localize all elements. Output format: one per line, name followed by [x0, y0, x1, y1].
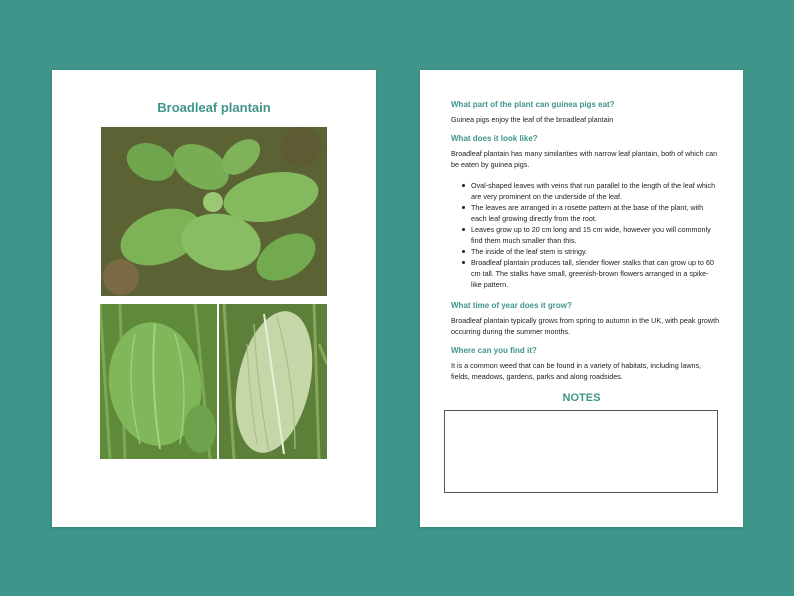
notes-box[interactable] [444, 410, 718, 493]
section-heading-habitat: Where can you find it? [451, 346, 537, 355]
page-title: Broadleaf plantain [157, 100, 271, 115]
section-heading-appearance: What does it look like? [451, 134, 538, 143]
notes-title: NOTES [562, 392, 601, 404]
section-body-habitat: It is a common weed that can be found in a variety of habitats, including lawns, fields, meadows, gardens, parks and along roadsides. [451, 361, 702, 381]
section-body-season: Broadleaf plantain typically grows from spring to autumn in the UK, with peak growth occurring during the summer months. [451, 316, 720, 336]
list-item: The leaves are arranged in a rosette pattern at the base of the plant, with each leaf growing directly from the root. [471, 202, 718, 224]
list-item: Broadleaf plantain produces tall, slender flower stalks that can grow up to 60 cm tall. The stalks have small, greenish-brown flowers arranged in a spike-like pattern. [471, 257, 718, 290]
appearance-bullet-list [458, 180, 718, 290]
left-page [52, 70, 376, 527]
plantain-rosette-photo [101, 127, 327, 296]
section-heading-season: What time of year does it grow? [451, 301, 572, 310]
section-body-appearance: Broadleaf plantain has many similarities with narrow leaf plantain, both of which can be eaten by guinea pigs. [451, 149, 718, 169]
plantain-leaf-top-photo [100, 304, 217, 459]
list-item: Leaves grow up to 20 cm long and 15 cm wide, however you will commonly find them much smaller than this. [471, 224, 718, 246]
list-item: Oval-shaped leaves with veins that run parallel to the length of the leaf which are very prominent on the underside of the leaf. [471, 180, 718, 202]
right-page [420, 70, 743, 527]
section-heading-edible-part: What part of the plant can guinea pigs eat? [451, 100, 615, 109]
plantain-leaf-underside-photo [219, 304, 327, 459]
list-item: The inside of the leaf stem is stringy. [471, 246, 718, 257]
section-body-edible-part: Guinea pigs enjoy the leaf of the broadleaf plantain [451, 115, 614, 124]
